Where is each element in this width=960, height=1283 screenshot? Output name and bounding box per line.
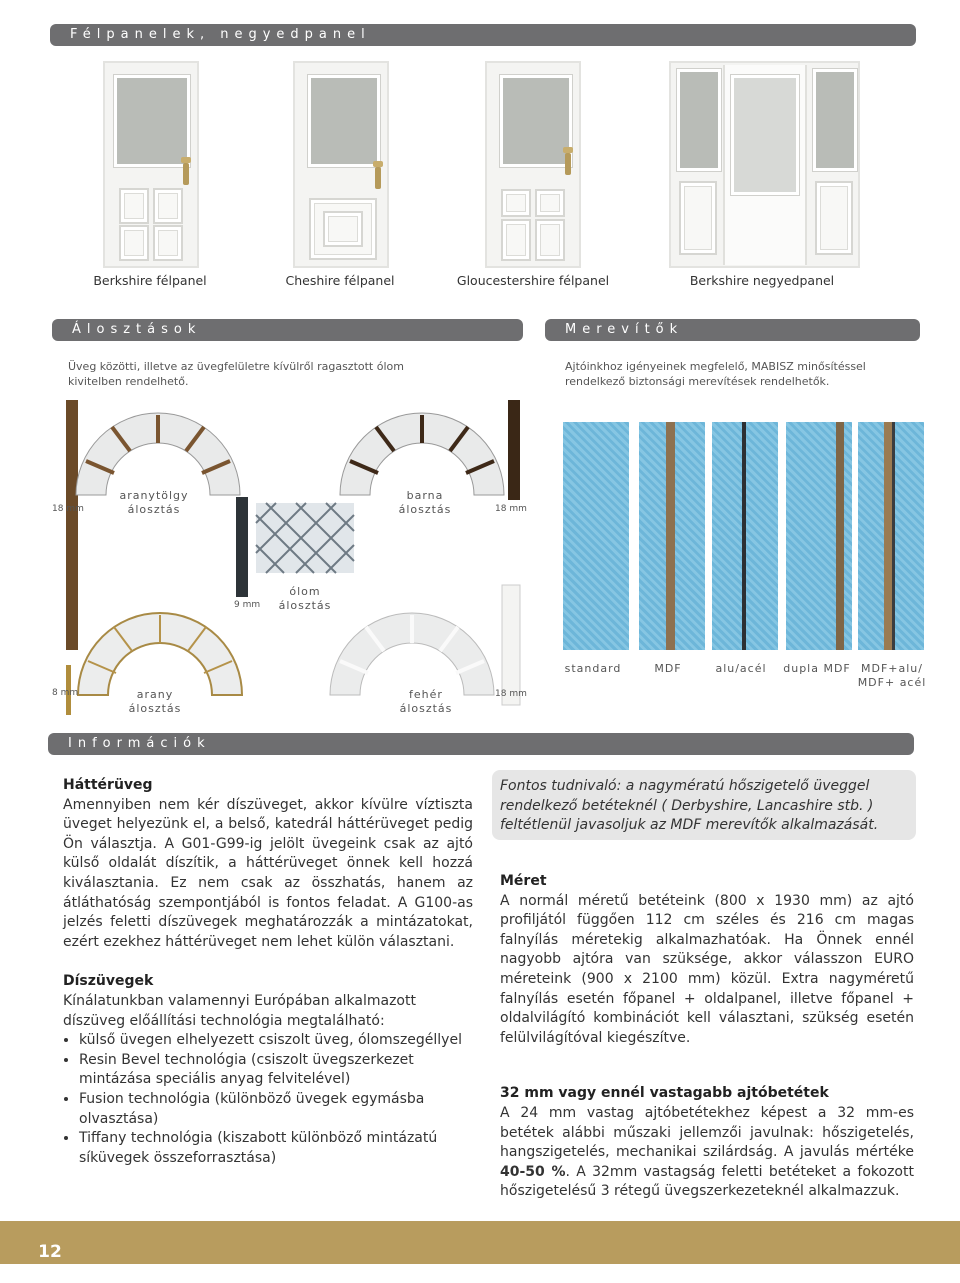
stiffener-label: MDF <box>654 662 682 675</box>
bar-label: barna álosztás <box>398 489 452 516</box>
bar-label: ólom álosztás <box>278 585 332 612</box>
stiffener-standard-image <box>563 422 629 650</box>
bar-thickness: 18 mm <box>495 504 527 514</box>
section-title-merevitok: Merevítők <box>545 319 920 341</box>
page-number: 12 <box>24 1221 76 1264</box>
bar-label: arany álosztás <box>128 688 182 715</box>
stiffener-dupla-mdf-image <box>786 422 852 650</box>
vastag-text: A 24 mm vastag ajtóbetétekhez képest a 32 mm-es betétek alábbi műszaki jellemzői javulnak: hőszigetelés, hangszigetelés, mechanikai szilárdság. A javulás mértéke 40-50 %. A 32mm vastagság feletti betéteket a fokozott hőszigetelésű 3 rétegű üvegszerkezeteknél alkalmazzuk. <box>500 1104 914 1200</box>
bar-label: aranytölgy álosztás <box>119 489 189 516</box>
list-item: • Fusion technológia (különböző üvegek egymásba olvasztása) <box>79 1090 473 1129</box>
section-title-felpanelek: Félpanelek, negyedpanel <box>50 24 916 46</box>
meret-text: A normál méretű betéteink (800 x 1930 mm) az ajtó profiljától függően 112 cm széles és 216 cm magas falnyílás méretekig alkalmazhatóak. Ha Önnek ennél nagyobb ajtóra van szüksége, akkor válasszon EURO méreteink (900 x 2100 mm) közül. Extra nagyméretű falnyílás esetén főpanel + oldalpanel, illetve főpanel + oldalvilágító kombinációt kell választani, szükség esetén felülvilágítóval kiegészítve. <box>500 892 914 1046</box>
stiffener-mdf-image <box>639 422 705 650</box>
door-berkshire-felpanel-image <box>103 61 199 268</box>
diszuvegek-text: Kínálatunkban valamennyi Európában alkalmazott díszüveg előállítási technológia megtalálható: <box>63 992 416 1029</box>
alosztasok-description: Üveg közötti, illetve az üvegfelületre kívülről ragasztott ólom kivitelben rendelhető. <box>68 360 404 388</box>
stiffener-alu-acel-image <box>712 422 778 650</box>
door-caption: Berkshire negyedpanel <box>689 273 835 288</box>
list-item: • külső üvegen elhelyezett csiszolt üveg, ólomszegéllyel <box>79 1031 473 1051</box>
list-item: • Resin Bevel technológia (csiszolt üvegszerkezet mintázása speciális anyag felvitelével) <box>79 1051 473 1090</box>
diszuvegek-heading: Díszüvegek <box>63 973 154 990</box>
stiffener-label: dupla MDF <box>783 662 851 675</box>
door-gloucestershire-felpanel-image <box>485 61 581 268</box>
bar-thickness: 18 mm <box>52 504 84 514</box>
diszuvegek-list <box>63 1031 473 1168</box>
hatteruveg-heading: Háttérüveg <box>63 777 153 793</box>
bar-thickness: 9 mm <box>234 600 261 610</box>
stiffener-mdf-alu-image <box>858 422 924 650</box>
footer-band <box>0 1221 960 1264</box>
door-caption: Berkshire félpanel <box>93 273 207 288</box>
glazing-bars-illustration <box>40 395 540 725</box>
bar-thickness: 8 mm <box>52 688 79 698</box>
stiffener-label: MDF+alu/ MDF+ acél <box>857 662 927 689</box>
stiffener-label: alu/acél <box>715 662 767 675</box>
door-cheshire-felpanel-image <box>293 61 389 268</box>
hatteruveg-text: Amennyiben nem kér díszüveget, akkor kívülre víztiszta üveget helyezünk el, a belső, katedrál háttérüveget pedig Ön választja. A G01-G99-ig jelölt üvegeink csak az ajtó külső oldalát díszítik, a háttérüveget önnek kell hozzá kiválasztania. Ez nem csak az összhatás, hanem az átláthatóság szempontjából is fontos feladat. A G100-as jelzés feletti díszüvegek meghatározzák a mintázatokat, ezért ezekhez háttérüveget nem lehet külön választani. <box>63 796 473 950</box>
section-title-alosztasok: Álosztások <box>52 319 523 341</box>
bar-label: fehér álosztás <box>399 688 453 715</box>
door-berkshire-negyedpanel-image <box>669 61 860 268</box>
door-caption: Cheshire félpanel <box>285 273 395 288</box>
list-item: • Tiffany technológia (kiszabott különböző mintázatú síküvegek összeforrasztása) <box>79 1129 473 1168</box>
door-caption: Gloucestershire félpanel <box>456 273 610 288</box>
bar-thickness: 18 mm <box>495 689 527 699</box>
merevitok-description: Ajtóinkhoz igényeinek megfelelő, MABISZ minősítéssel rendelkező biztonsági merevítések rendelhetők. <box>565 360 866 388</box>
section-title-informaciok: Információk <box>48 733 914 755</box>
note-text: Fontos tudnivaló: a nagymératú hőszigetelő üveggel rendelkező betéteknél ( Derbyshire, Lancashire stb. ) feltétlenül javasoljuk az MDF merevítők alkalmazását. <box>500 778 879 834</box>
info-right-column <box>500 872 914 1202</box>
vastag-heading: 32 mm vagy ennél vastagabb ajtóbetétek <box>500 1085 829 1102</box>
meret-heading: Méret <box>500 873 547 889</box>
info-left-column <box>63 776 473 1168</box>
stiffener-label: standard <box>564 662 622 675</box>
